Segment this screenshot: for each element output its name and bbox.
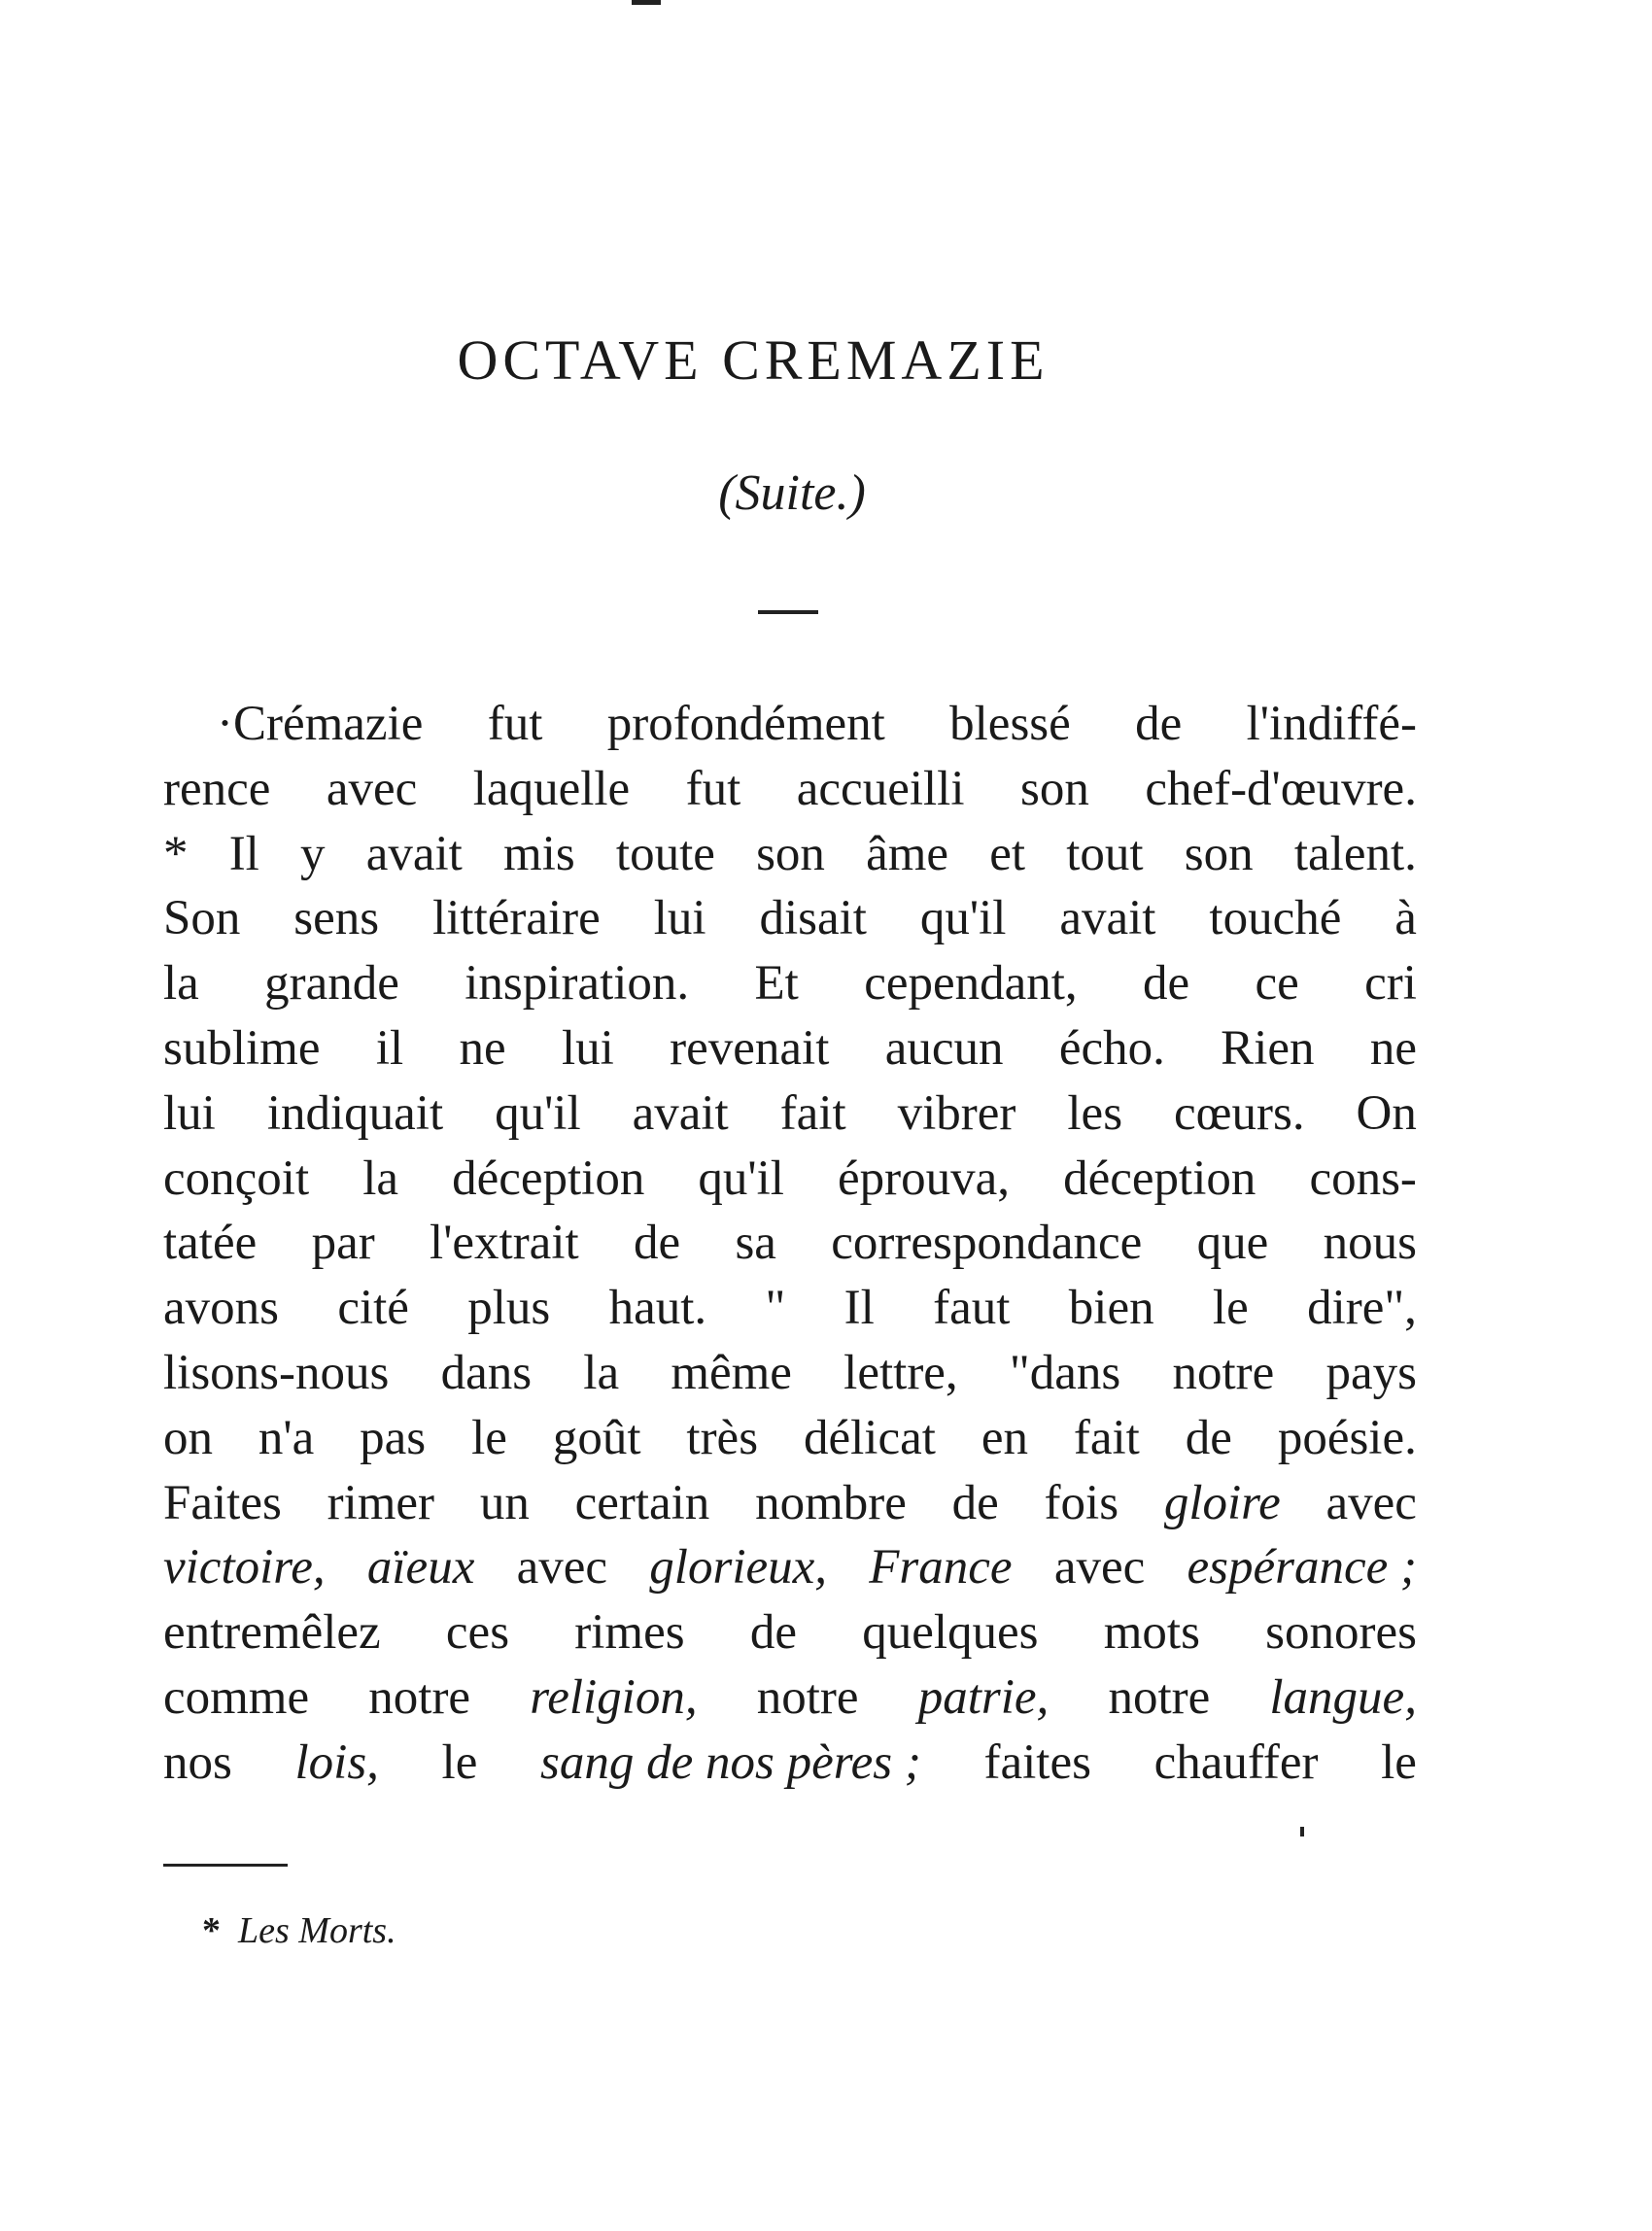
word: avait [632, 1085, 729, 1141]
word: tatée [163, 1216, 258, 1271]
text-line [163, 1276, 1417, 1341]
word: fait [1073, 1410, 1140, 1465]
word: par [311, 1216, 375, 1271]
word: son [1184, 826, 1254, 881]
word: ce [1255, 956, 1299, 1012]
page-title: OCTAVE CREMAZIE [457, 328, 1050, 392]
word: de [1135, 697, 1183, 751]
word: ne [459, 1020, 506, 1076]
word: que [1196, 1216, 1269, 1271]
word: le [441, 1734, 478, 1790]
word: de [749, 1605, 797, 1661]
word: littéraire [432, 891, 601, 946]
word: nombre [755, 1475, 907, 1530]
word: langue, [1269, 1669, 1417, 1725]
word: victoire, [163, 1540, 326, 1596]
word: religion, [530, 1669, 698, 1725]
word: qu'il [919, 891, 1007, 946]
word: quelques [862, 1605, 1039, 1661]
text-line [163, 757, 1417, 822]
word: " [765, 1281, 786, 1336]
word: très [686, 1410, 759, 1465]
word: la [362, 1150, 399, 1206]
word: éprouva, [838, 1150, 1011, 1206]
word: qu'il [698, 1150, 784, 1206]
text-line [163, 692, 1417, 757]
word: le [471, 1410, 507, 1465]
page-subtitle: (Suite.) [718, 465, 866, 521]
word: laquelle [472, 761, 631, 816]
word: gloire [1163, 1475, 1281, 1530]
word: bien [1068, 1281, 1154, 1336]
word: mots [1103, 1605, 1200, 1661]
text-line [163, 822, 1417, 887]
print-speck [1300, 1827, 1304, 1836]
word: sonores [1265, 1605, 1417, 1661]
word: grande [264, 956, 399, 1012]
word: chef-d'œuvre. [1145, 761, 1417, 816]
word: tout [1066, 826, 1144, 881]
word: de [633, 1216, 681, 1271]
word: nos [163, 1734, 232, 1790]
word: lettre, [843, 1345, 958, 1400]
text-line [163, 1535, 1417, 1600]
text-line [163, 951, 1417, 1016]
word: chauffer [1153, 1734, 1319, 1790]
word: la [163, 956, 199, 1012]
body-paragraph [163, 692, 1417, 1796]
footnote-marker: * [202, 1910, 221, 1951]
word: Faites [163, 1475, 282, 1530]
word: qu'il [495, 1085, 581, 1141]
word: déception [1063, 1150, 1256, 1206]
word: Il [228, 826, 259, 881]
word: l'extrait [430, 1216, 579, 1271]
word: y [300, 826, 326, 881]
word: n'a [258, 1410, 315, 1465]
word: même [671, 1345, 792, 1400]
text-line [163, 886, 1417, 951]
word: son [756, 826, 825, 881]
word: cri [1364, 956, 1417, 1012]
word: avec [1053, 1540, 1146, 1596]
word: cœurs. [1174, 1085, 1305, 1141]
word: l'indiffé- [1246, 697, 1417, 751]
word: toute [615, 826, 715, 881]
word: entremêlez [163, 1605, 381, 1661]
word: avons [163, 1281, 279, 1336]
word: lui [163, 1085, 216, 1141]
word: On [1356, 1085, 1417, 1141]
word: touché [1209, 891, 1342, 946]
word: sublime [163, 1020, 321, 1076]
word: la [583, 1345, 620, 1400]
word: avec [326, 761, 418, 816]
word: France [869, 1540, 1013, 1596]
word: de [951, 1475, 999, 1530]
word: dans [440, 1345, 533, 1400]
text-line [163, 1147, 1417, 1212]
text-line [163, 1665, 1417, 1731]
word: notre [1108, 1669, 1211, 1725]
word: plus [467, 1281, 551, 1336]
word: talent. [1293, 826, 1417, 881]
word: un [479, 1475, 530, 1530]
word: et [989, 826, 1026, 881]
word: indiquait [266, 1085, 444, 1141]
word: pas [360, 1410, 427, 1465]
word: faut [933, 1281, 1011, 1336]
word: de [1143, 956, 1190, 1012]
text-line [163, 1341, 1417, 1406]
word: rimer [327, 1475, 435, 1530]
word: haut. [608, 1281, 707, 1336]
word: cité [337, 1281, 409, 1336]
word: cons- [1309, 1150, 1417, 1206]
word: Son [163, 891, 241, 946]
text-line [163, 1016, 1417, 1081]
word: Il [843, 1281, 875, 1336]
word: avec [1325, 1475, 1417, 1530]
word: certain [574, 1475, 710, 1530]
word: conçoit [163, 1150, 310, 1206]
word: notre [756, 1669, 859, 1725]
word: correspondance [831, 1216, 1143, 1271]
word: ·Crémazie [217, 697, 424, 751]
word: fut [685, 761, 741, 816]
footnote-divider [163, 1864, 288, 1867]
word: le [1381, 1734, 1417, 1790]
word: déception [452, 1150, 645, 1206]
word: avait [1059, 891, 1156, 946]
word: sang de nos pères ; [539, 1734, 921, 1790]
word: sa [735, 1216, 776, 1271]
footnote [202, 1912, 396, 1949]
word: lois, [294, 1734, 379, 1790]
word: aïeux [366, 1540, 475, 1596]
text-line [163, 1211, 1417, 1276]
word: Rien [1221, 1020, 1315, 1076]
text-line [163, 1471, 1417, 1536]
word: inspiration. [465, 956, 690, 1012]
word: patrie, [917, 1669, 1050, 1725]
word: lisons-nous [163, 1345, 390, 1400]
word: son [1019, 761, 1089, 816]
word: pays [1325, 1345, 1417, 1400]
word: les [1067, 1085, 1123, 1141]
word: * [163, 826, 189, 881]
word: glorieux, [649, 1540, 828, 1596]
top-edge-mark [632, 0, 661, 5]
word: cependant, [864, 956, 1078, 1012]
word: comme [163, 1669, 310, 1725]
text-line [163, 1600, 1417, 1665]
word: en [981, 1410, 1028, 1465]
word: revenait [670, 1020, 830, 1076]
word: dire", [1307, 1281, 1417, 1336]
word: ne [1369, 1020, 1417, 1076]
word: rimes [574, 1605, 685, 1661]
footnote-text: Les Morts. [238, 1910, 396, 1951]
word: sens [293, 891, 380, 946]
word: accueilli [796, 761, 965, 816]
text-line [163, 1081, 1417, 1147]
word: poésie. [1277, 1410, 1417, 1465]
word: on [163, 1410, 213, 1465]
word: fait [779, 1085, 846, 1141]
word: avec [516, 1540, 608, 1596]
word: âme [866, 826, 949, 881]
word: vibrer [897, 1085, 1016, 1141]
text-line [163, 1731, 1417, 1796]
section-divider [758, 610, 818, 614]
word: le [1212, 1281, 1249, 1336]
word: délicat [803, 1410, 936, 1465]
word: rence [163, 761, 271, 816]
word: notre [1172, 1345, 1275, 1400]
word: fois [1044, 1475, 1119, 1530]
word: "dans [1009, 1345, 1121, 1400]
word: notre [368, 1669, 471, 1725]
word: espérance ; [1187, 1540, 1417, 1596]
word: lui [561, 1020, 614, 1076]
word: goût [552, 1410, 641, 1465]
word: lui [653, 891, 706, 946]
word: mis [503, 826, 575, 881]
word: à [1394, 891, 1417, 946]
word: de [1185, 1410, 1232, 1465]
word: profondément [606, 697, 885, 751]
word: aucun [884, 1020, 1004, 1076]
word: blessé [949, 697, 1071, 751]
word: ces [445, 1605, 510, 1661]
text-line [163, 1406, 1417, 1471]
word: faites [983, 1734, 1091, 1790]
word: disait [759, 891, 867, 946]
word: nous [1323, 1216, 1417, 1271]
word: écho. [1058, 1020, 1165, 1076]
word: Et [754, 956, 799, 1012]
word: avait [365, 826, 463, 881]
word: fut [487, 697, 543, 751]
word: il [375, 1020, 404, 1076]
